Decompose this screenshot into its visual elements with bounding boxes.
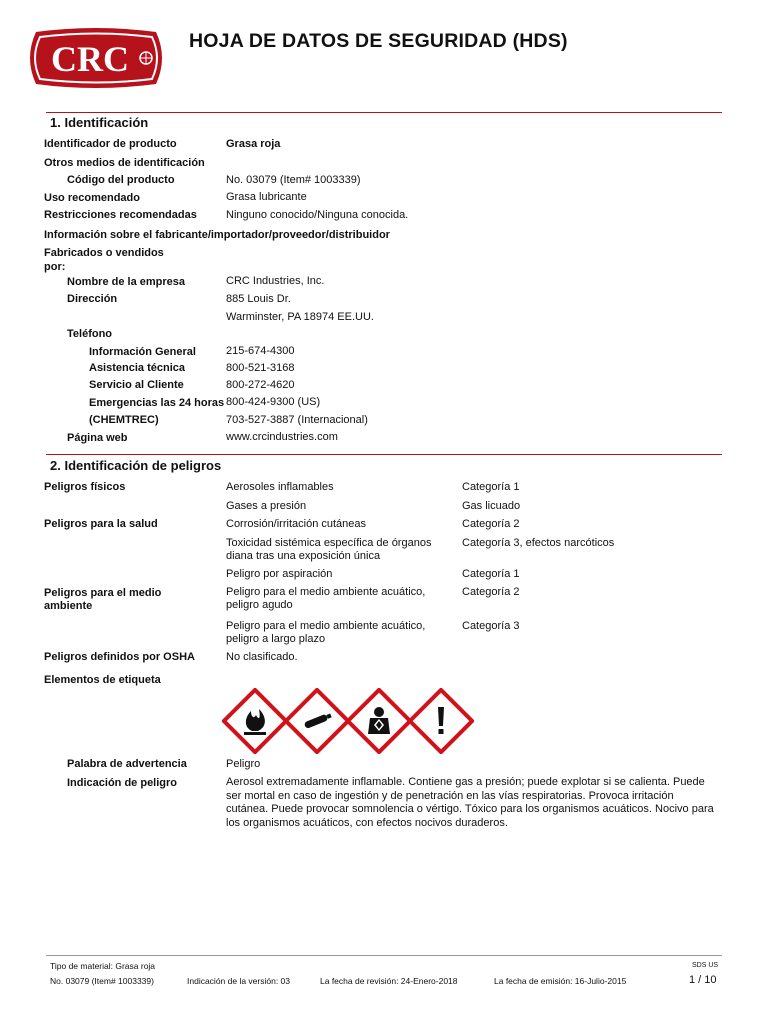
product-code-value: No. 03079 (Item# 1003339) <box>226 174 361 186</box>
label-elements-label: Elementos de etiqueta <box>44 674 161 686</box>
recommended-use-label: Uso recomendado <box>44 192 140 204</box>
document-title: HOJA DE DATOS DE SEGURIDAD (HDS) <box>189 30 568 52</box>
company-label: Nombre de la empresa <box>67 276 185 288</box>
flame-pictogram-icon <box>224 690 286 752</box>
restrictions-value: Ninguno conocido/Ninguna conocida. <box>226 209 409 221</box>
section-1-title: 1. Identificación <box>50 115 149 130</box>
health-hazards-label: Peligros para la salud <box>44 518 158 530</box>
emergency-value: 800-424-9300 (US) <box>226 396 321 408</box>
physical-hazards-label: Peligros físicos <box>44 481 126 493</box>
other-means-label: Otros medios de identificación <box>44 157 205 169</box>
gas-cylinder-pictogram-icon <box>286 690 348 752</box>
signal-word-label: Palabra de advertencia <box>67 758 187 770</box>
hazard-category: Categoría 3, efectos narcóticos <box>462 537 615 549</box>
made-sold-by-label: Fabricados o vendidos <box>44 247 164 259</box>
address-label: Dirección <box>67 293 118 305</box>
restrictions-label: Restricciones recomendadas <box>44 209 197 221</box>
address-line-2: Warminster, PA 18974 EE.UU. <box>226 311 374 323</box>
product-id-value: Grasa roja <box>226 138 281 150</box>
hazard-category: Categoría 1 <box>462 481 520 493</box>
chemtrec-label: (CHEMTREC) <box>89 414 159 426</box>
section-2-title: 2. Identificación de peligros <box>50 458 222 473</box>
hazard-category: Categoría 1 <box>462 568 520 580</box>
tech-assist-value: 800-521-3168 <box>226 362 295 374</box>
footer-page-number: 1 / 10 <box>689 974 717 986</box>
web-label: Página web <box>67 432 128 444</box>
section-1-rule <box>46 112 722 113</box>
footer-version: Indicación de la versión: 03 <box>187 976 291 986</box>
customer-service-label: Servicio al Cliente <box>89 379 184 391</box>
hazard-name: Corrosión/irritación cutáneas <box>226 518 367 530</box>
footer-product-no: No. 03079 (Item# 1003339) <box>50 976 154 986</box>
hazard-name: Peligro para el medio ambiente acuático, <box>226 586 426 598</box>
customer-service-value: 800-272-4620 <box>226 379 295 391</box>
hazard-statement-label: Indicación de peligro <box>67 777 178 789</box>
hazard-name: Gases a presión <box>226 500 307 512</box>
hazard-name-cont: diana tras una exposición única <box>226 550 381 562</box>
section-2-rule <box>46 454 722 455</box>
company-value: CRC Industries, Inc. <box>226 275 325 287</box>
web-value: www.crcindustries.com <box>226 431 338 443</box>
svg-text:CRC: CRC <box>51 39 129 79</box>
footer-rule <box>46 955 722 956</box>
environment-hazards-label: Peligros para el medio <box>44 587 162 599</box>
hazard-category: Categoría 2 <box>462 586 520 598</box>
hazard-name: Toxicidad sistémica específica de órganos <box>226 537 432 549</box>
recommended-use-value: Grasa lubricante <box>226 191 307 203</box>
address-line-1: 885 Louis Dr. <box>226 293 291 305</box>
osha-value: No clasificado. <box>226 651 298 663</box>
hazard-category: Gas licuado <box>462 500 521 512</box>
made-sold-by-label-cont: por: <box>44 261 66 273</box>
hazard-name-cont: peligro agudo <box>226 599 293 611</box>
hazard-name-cont: peligro a largo plazo <box>226 633 326 645</box>
manufacturer-info-label: Información sobre el fabricante/importador/proveedor/distribuidor <box>44 229 390 241</box>
footer-sds-tag: SDS US <box>692 962 719 969</box>
hazard-category: Categoría 3 <box>462 620 520 632</box>
footer-issue-date: La fecha de emisión: 16-Julio-2015 <box>494 976 627 986</box>
environment-hazards-label-cont: ambiente <box>44 600 93 612</box>
footer-material-type: Tipo de material: Grasa roja <box>50 961 156 971</box>
exclamation-mark-pictogram-icon <box>410 690 472 752</box>
signal-word-value: Peligro <box>226 758 261 770</box>
hazard-name: Aerosoles inflamables <box>226 481 334 493</box>
chemtrec-value: 703-527-3887 (Internacional) <box>226 414 368 426</box>
ghs-pictograms <box>222 688 474 754</box>
hazard-category: Categoría 2 <box>462 518 520 530</box>
product-code-label: Código del producto <box>67 174 175 186</box>
crc-logo <box>22 26 170 90</box>
footer-revision-date: La fecha de revisión: 24-Enero-2018 <box>320 976 458 986</box>
tech-assist-label: Asistencia técnica <box>89 362 185 374</box>
phone-label: Teléfono <box>67 328 113 340</box>
hazard-name: Peligro por aspiración <box>226 568 333 580</box>
emergency-label: Emergencias las 24 horas <box>89 397 225 409</box>
hazard-statement-value: Aerosol extremadamente inflamable. Contiene gas a presión; puede explotar si se calienta. Puede ser mortal en caso de ingestión y de penetración en las vías respiratorias. Provoca irritación cutánea. Puede provocar somnolencia o vértigo. Tóxico para los organismos acuáticos. Nocivo para los organismos acuáticos, con efectos nocivos duraderos. <box>226 776 714 829</box>
product-id-label: Identificador de producto <box>44 138 177 150</box>
hazard-name: Peligro para el medio ambiente acuático, <box>226 620 426 632</box>
general-info-label: Información General <box>89 346 196 358</box>
osha-label: Peligros definidos por OSHA <box>44 651 195 663</box>
health-hazard-pictogram-icon <box>348 690 410 752</box>
general-info-value: 215-674-4300 <box>226 345 295 357</box>
